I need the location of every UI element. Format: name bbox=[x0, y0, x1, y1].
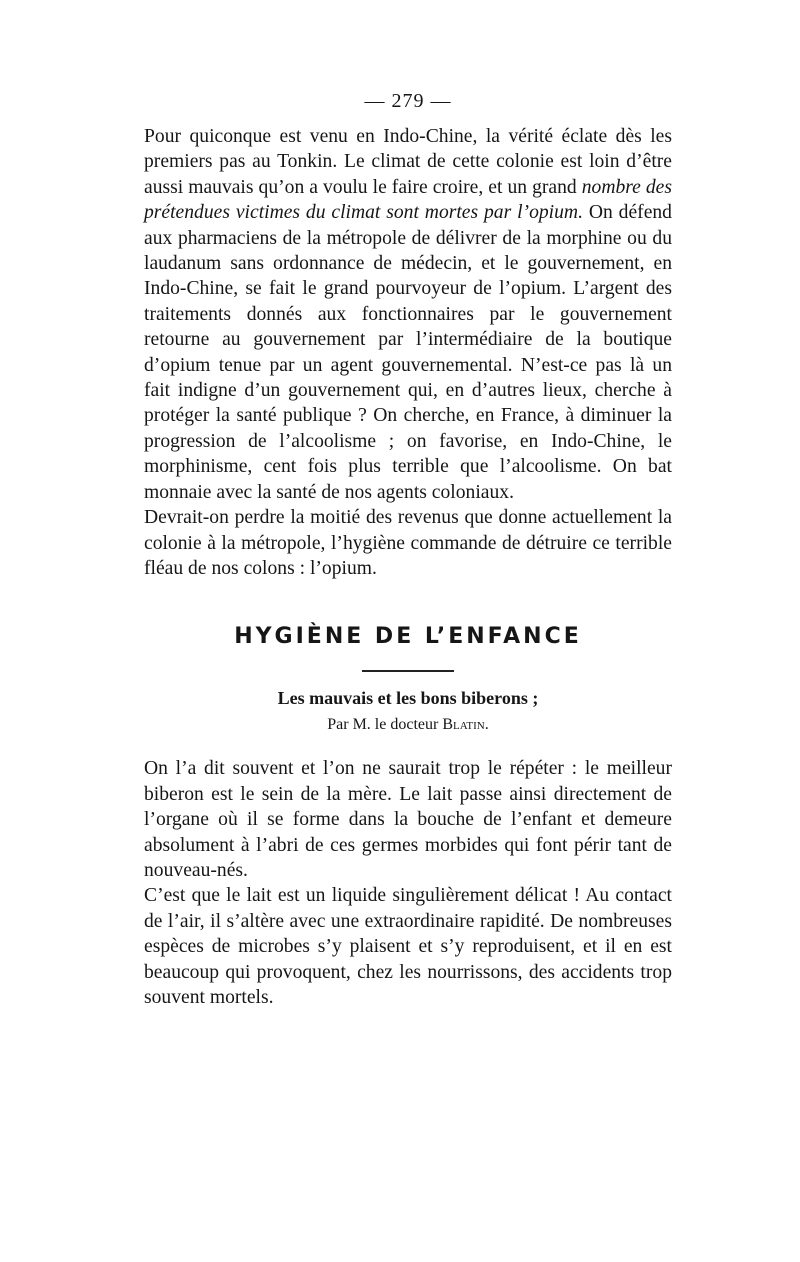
paragraph-opium-text-1: Pour quiconque est venu en Indo-Chine, la vérité éclate dès les premiers pas au Tonkin. Le climat de cette colonie est loin d’être aussi mauvais qu’on a voulu le faire croire, et un grand bbox=[144, 126, 672, 198]
section-title: HYGIÈNE DE L’ENFANCE bbox=[234, 624, 582, 650]
paragraph-opium-italic: nombre des prétendues victimes du climat sont mortes par l’opium. bbox=[144, 176, 672, 224]
byline-prefix: Par M. le docteur bbox=[327, 716, 443, 734]
byline-author: Blatin. bbox=[442, 716, 489, 734]
title-rule-divider bbox=[362, 670, 454, 672]
paragraph-opium-text-2: On défend aux pharmaciens de la métropole de délivrer de la morphine ou du laudanum sans ordonnance de médecin, et le gouvernement, en Indo-Chine, se fait le grand pourvoyeur de l’opium. L’argent des traitements donnés aux fonctionnaires par le gouvernement retourne au gouvernement par l’intermédiaire de la boutique d’opium tenue par un agent gouvernemental. N’est-ce pas là un fait indigne d’un gouvernement qui, en d’autres lieux, cherche à protéger la santé publique ? On cherche, en France, à diminuer la progression de l’alcoolisme ; on favorise, en Indo-Chine, le morphinisme, cent fois plus terrible que l’alcoolisme. On bat monnaie avec la santé de nos agents coloniaux. bbox=[144, 202, 672, 503]
page-number: — 279 — bbox=[364, 90, 452, 112]
byline bbox=[144, 714, 672, 736]
article-title: Les mauvais et les bons biberons ; bbox=[277, 688, 539, 709]
paragraph-milk-delicate: C’est que le lait est un liquide singulièrement délicat ! Au contact de l’air, il s’altère avec une extraordinaire rapidité. De nombreuses espèces de microbes s’y plaisent et s’y reproduisent, et il en est beaucoup qui provoquent, chez les nourrissons, des accidents trop souvent mortels. bbox=[144, 885, 672, 1008]
paragraph-mother-milk: On l’a dit souvent et l’on ne saurait trop le répéter : le meilleur biberon est le sein de la mère. Le lait passe ainsi directement de l’organe où il se forme dans la bouche de l’enfant et demeure absolument à l’abri de ces germes morbides qui font périr tant de nouveau-nés. bbox=[144, 758, 672, 881]
page-content bbox=[144, 88, 672, 1010]
paragraph-opium bbox=[144, 124, 672, 505]
paragraph-revenue: Devrait-on perdre la moitié des revenus que donne actuellement la colonie à la métropole, l’hygiène commande de détruire ce terrible fléau de nos colons : l’opium. bbox=[144, 507, 672, 579]
